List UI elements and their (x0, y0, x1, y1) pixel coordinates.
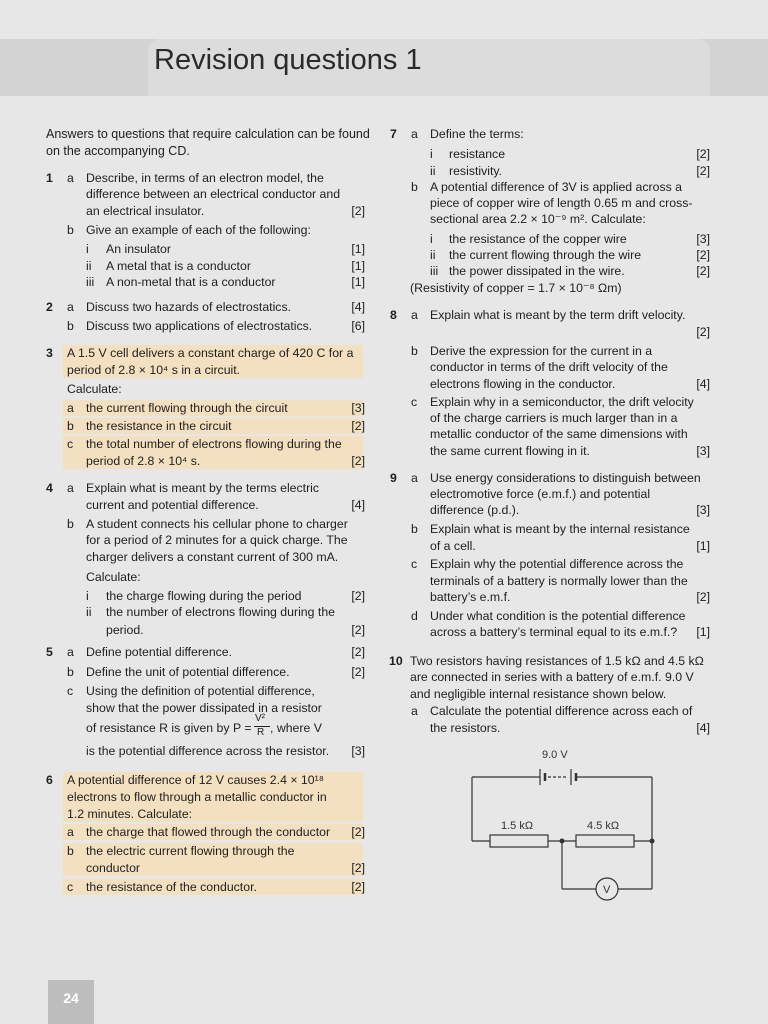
part-label: a (411, 127, 418, 141)
part-label: b (411, 180, 418, 194)
part-label: b (67, 844, 74, 858)
question-text: Discuss two applications of electrostatics. (86, 319, 313, 333)
subpart-label: ii (430, 164, 436, 178)
question-text: resistance (449, 147, 506, 161)
question-text: Describe, in terms of an electron model, the (86, 171, 324, 185)
subpart-label: i (430, 232, 433, 246)
marks: [1] (696, 625, 710, 639)
part-label: c (411, 557, 418, 571)
marks: [4] (696, 721, 710, 735)
question-text: electrons flowing in the conductor. (430, 377, 616, 391)
question-text: electromotive force (e.m.f.) and potential (430, 487, 651, 501)
marks: [2] (696, 248, 710, 262)
question-text: Use energy considerations to distinguish between (430, 471, 701, 485)
marks: [6] (351, 319, 365, 333)
voltmeter-label: V (603, 884, 611, 896)
question-text: an electrical insulator. (86, 204, 205, 218)
part-label: b (67, 223, 74, 237)
marks: [2] (351, 589, 365, 603)
question-number: 6 (46, 773, 53, 787)
question-text: Calculate the potential difference across each of (430, 704, 693, 718)
question-text: are connected in series with a battery of e.m.f. 9.0 V (410, 670, 694, 684)
marks: [2] (351, 861, 365, 875)
marks: [2] (351, 623, 365, 637)
question-text: conductor in terms of the drift velocity of the (430, 360, 668, 374)
r1-label: 1.5 kΩ (501, 820, 534, 832)
subpart-label: i (86, 589, 89, 603)
question-text: the charge that flowed through the conductor (86, 825, 331, 839)
marks: [4] (351, 498, 365, 512)
part-label: a (67, 171, 74, 185)
question-text: sectional area 2.2 × 10⁻⁹ m². Calculate: (430, 212, 646, 226)
part-label: b (67, 419, 74, 433)
marks: [1] (351, 275, 365, 289)
question-text: current and potential difference. (86, 498, 259, 512)
question-text: A potential difference of 12 V causes 2.4 × 10¹⁸ (67, 773, 324, 787)
marks: [2] (696, 147, 710, 161)
question-text: is the potential difference across the resistor. (86, 744, 330, 758)
marks: [2] (351, 204, 365, 218)
question-text: the same current flowing in it. (430, 444, 590, 458)
marks: [2] (351, 645, 365, 659)
question-text: Define the terms: (430, 127, 524, 141)
question-text: A non-metal that is a conductor (106, 275, 276, 289)
question-text: A metal that is a conductor (106, 259, 251, 273)
marks: [2] (696, 590, 710, 604)
question-text: Using the definition of potential difference, (86, 684, 315, 698)
question-text: resistivity. (449, 164, 503, 178)
part-label: c (67, 437, 74, 451)
subpart-label: iii (430, 264, 439, 278)
question-text: A student connects his cellular phone to charger (86, 517, 348, 531)
question-text: piece of copper wire of length 0.65 m and cross- (430, 196, 693, 210)
subpart-label: ii (430, 248, 436, 262)
question-text: the charge flowing during the period (106, 589, 302, 603)
question-number: 4 (46, 481, 53, 495)
question-number: 2 (46, 300, 53, 314)
part-label: b (411, 522, 418, 536)
resistor-1 (490, 835, 548, 847)
subpart-label: i (430, 147, 433, 161)
r2-label: 4.5 kΩ (587, 820, 620, 832)
question-text: Explain what is meant by the terms electric (86, 481, 320, 495)
marks: [3] (351, 401, 365, 415)
question-text: Two resistors having resistances of 1.5 kΩ and 4.5 kΩ (410, 654, 704, 668)
part-label: c (411, 395, 418, 409)
question-text: period of 2.8 × 10⁴ s in a circuit. (67, 363, 241, 377)
page-number: 24 (48, 980, 94, 1024)
circuit-diagram (470, 745, 670, 910)
subpart-label: iii (86, 275, 95, 289)
marks: [1] (351, 259, 365, 273)
part-label: a (67, 645, 74, 659)
part-label: b (67, 665, 74, 679)
question-text: and negligible internal resistance shown below. (410, 687, 667, 701)
marks: [1] (351, 242, 365, 256)
question-number: 3 (46, 346, 53, 360)
question-text: Define the unit of potential difference. (86, 665, 290, 679)
question-text: the current flowing through the circuit (86, 401, 288, 415)
part-label: b (411, 344, 418, 358)
question-text: 1.2 minutes. Calculate: (67, 807, 193, 821)
question-text: difference (p.d.). (430, 503, 520, 517)
part-label: a (67, 825, 74, 839)
question-text: the total number of electrons flowing during the (86, 437, 342, 451)
question-number: 8 (390, 308, 397, 322)
question-text: the electric current flowing through the (86, 844, 295, 858)
question-text: for a period of 2 minutes for a quick charge. The (86, 533, 348, 547)
marks: [2] (351, 825, 365, 839)
question-text: the current flowing through the wire (449, 248, 642, 262)
subpart-label: i (86, 242, 89, 256)
marks: [4] (696, 377, 710, 391)
question-text: Derive the expression for the current in a (430, 344, 653, 358)
subpart-label: ii (86, 259, 92, 273)
question-note: (Resistivity of copper = 1.7 × 10⁻⁸ Ωm) (410, 281, 622, 295)
marks: [2] (696, 164, 710, 178)
question-text: period of 2.8 × 10⁴ s. (86, 454, 201, 468)
question-number: 9 (390, 471, 397, 485)
question-text: the resistors. (430, 721, 501, 735)
question-text: Explain why the potential difference across the (430, 557, 684, 571)
question-text: Define potential difference. (86, 645, 233, 659)
question-text: electrons to flow through a metallic conductor in (67, 790, 327, 804)
part-label: c (67, 880, 74, 894)
formula-denominator: R (257, 727, 265, 738)
question-text: difference between an electrical conductor and (86, 187, 341, 201)
marks: [1] (696, 539, 710, 553)
part-label: a (67, 401, 74, 415)
marks: [2] (351, 419, 365, 433)
marks: [3] (696, 444, 710, 458)
battery-label: 9.0 V (542, 749, 568, 761)
question-text: terminals of a battery is normally lower than the (430, 574, 688, 588)
question-text: the power dissipated in the wire. (449, 264, 625, 278)
part-label: a (411, 704, 418, 718)
question-text: Calculate: (86, 570, 141, 584)
question-text: the resistance of the conductor. (86, 880, 257, 894)
question-text: of a cell. (430, 539, 476, 553)
marks: [2] (351, 665, 365, 679)
question-text: Explain what is meant by the internal resistance (430, 522, 690, 536)
formula-numerator: V² (255, 713, 265, 724)
question-number: 1 (46, 171, 53, 185)
marks: [3] (351, 744, 365, 758)
question-text: , where V (270, 721, 322, 735)
marks: [2] (351, 454, 365, 468)
question-text: the resistance in the circuit (86, 419, 232, 433)
marks: [2] (696, 264, 710, 278)
part-label: a (67, 481, 74, 495)
question-text: Explain why in a semiconductor, the drift velocity (430, 395, 694, 409)
intro-text: Answers to questions that require calculation can be found on the accompanying CD. (46, 127, 370, 158)
question-text: the number of electrons flowing during the (106, 605, 335, 619)
question-text: conductor (86, 861, 141, 875)
resistor-2 (576, 835, 634, 847)
marks: [2] (696, 325, 710, 339)
part-label: b (67, 517, 74, 531)
question-text: A 1.5 V cell delivers a constant charge of 420 C for a (67, 346, 354, 360)
question-number: 7 (390, 127, 397, 141)
question-number: 10 (389, 654, 403, 668)
part-label: c (67, 684, 74, 698)
question-text: An insulator (106, 242, 171, 256)
marks: [3] (696, 503, 710, 517)
part-label: a (67, 300, 74, 314)
question-number: 5 (46, 645, 53, 659)
question-text: across a battery’s terminal equal to its e.m.f.? (430, 625, 678, 639)
part-label: b (67, 319, 74, 333)
question-text: Explain what is meant by the term drift velocity. (430, 308, 686, 322)
question-text: Give an example of each of the following: (86, 223, 311, 237)
question-text: Under what condition is the potential difference (430, 609, 686, 623)
question-text: charger delivers a constant current of 300 mA. (86, 550, 339, 564)
subpart-label: ii (86, 605, 92, 619)
question-text: show that the power dissipated in a resistor (86, 701, 322, 715)
part-label: d (411, 609, 418, 623)
part-label: a (411, 308, 418, 322)
question-text: metallic conductor of the same dimensions with (430, 427, 688, 441)
question-text: period. (106, 623, 144, 637)
marks: [2] (351, 880, 365, 894)
page-title: Revision questions 1 (154, 44, 422, 76)
marks: [3] (696, 232, 710, 246)
question-text: the resistance of the copper wire (449, 232, 627, 246)
part-label: a (411, 471, 418, 485)
question-text: of resistance R is given by P = (86, 721, 252, 735)
marks: [4] (351, 300, 365, 314)
question-text: battery’s e.m.f. (430, 590, 511, 604)
question-text: A potential difference of 3V is applied across a (430, 180, 683, 194)
question-text: Discuss two hazards of electrostatics. (86, 300, 292, 314)
question-text: of the charge carriers is much larger than in a (430, 411, 678, 425)
question-text: Calculate: (67, 382, 122, 396)
